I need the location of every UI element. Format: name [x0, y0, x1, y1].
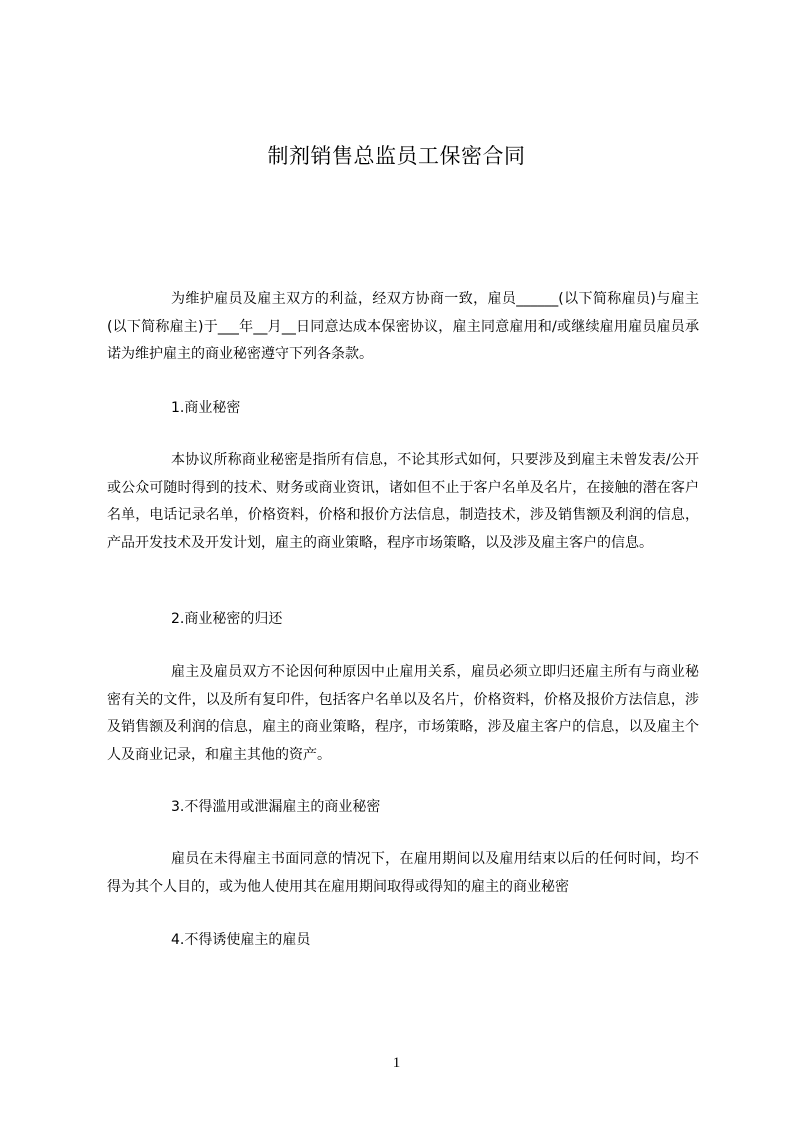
section-heading-2: 2.商业秘密的归还: [171, 611, 283, 627]
section-heading-1: 1.商业秘密: [171, 400, 241, 416]
page-number: 1: [392, 1055, 401, 1071]
section-body-1: 本协议所称商业秘密是指所有信息，不论其形式如何，只要涉及到雇主未曾发表/公开或公众可随时得到的技术、财务或商业资讯，诸如但不止于客户名单及名片，在接触的潜在客户名单，电话记录名单，价格资料，价格和报价方法信息，制造技术，涉及销售额及利润的信息，产品开发技术及开发计划，雇主的商业策略，程序市场策略，以及涉及雇主客户的信息。: [107, 452, 699, 551]
intro-paragraph: 为维护雇员及雇主双方的利益，经双方协商一致，雇员______(以下简称雇员)与雇主(以下简称雇主)于___年__月__日同意达成本保密协议，雇主同意雇用和/或继续雇用雇员雇员承诺为维护雇主的商业秘密遵守下列各条款。: [107, 291, 699, 362]
section-heading-3: 3.不得滥用或泄漏雇主的商业秘密: [171, 799, 381, 815]
section-heading-4: 4.不得诱使雇主的雇员: [171, 932, 311, 948]
document-title: 制剂销售总监员工保密合同: [267, 144, 526, 168]
section-body-3: 雇员在未得雇主书面同意的情况下，在雇用期间以及雇用结束以后的任何时间，均不得为其个人目的，或为他人使用其在雇用期间取得或得知的雇主的商业秘密: [107, 851, 699, 895]
section-body-2: 雇主及雇员双方不论因何种原因中止雇用关系，雇员必须立即归还雇主所有与商业秘密有关的文件，以及所有复印件，包括客户名单以及名片，价格资料，价格及报价方法信息，涉及销售额及利润的信息，雇主的商业策略，程序，市场策略，涉及雇主客户的信息，以及雇主个人及商业记录，和雇主其他的资产。: [107, 664, 699, 763]
